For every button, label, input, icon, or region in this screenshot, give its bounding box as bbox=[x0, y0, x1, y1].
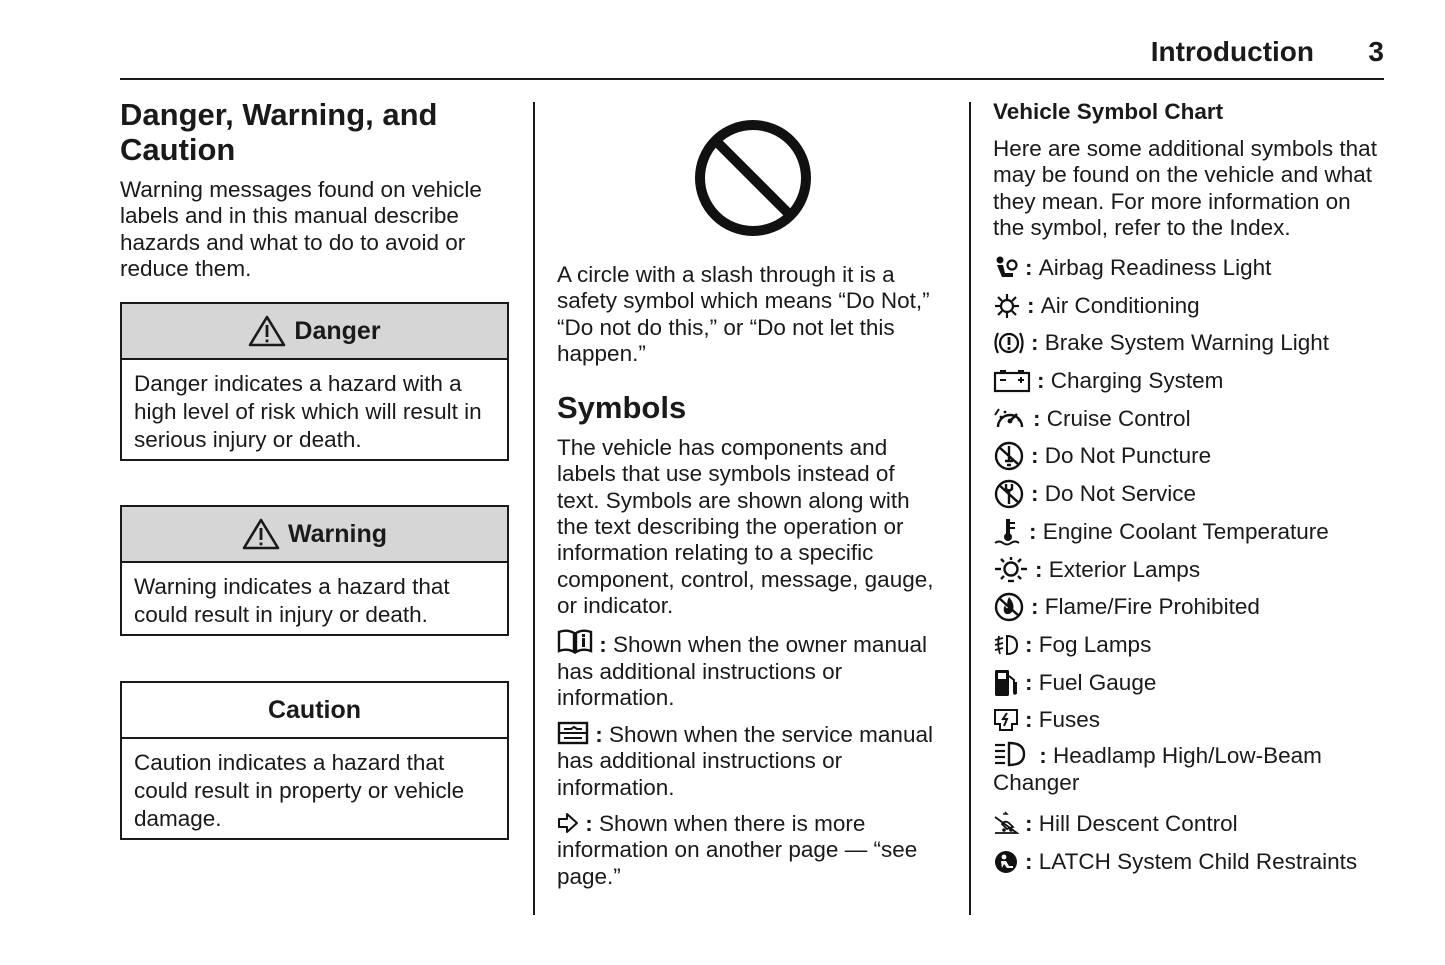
latch-icon bbox=[993, 849, 1019, 875]
see-page-text: Shown when there is more information on another page — “see page.” bbox=[557, 811, 918, 889]
list-item: : Brake System Warning Light bbox=[993, 325, 1385, 363]
caution-box-header bbox=[122, 683, 507, 739]
warning-triangle-icon bbox=[242, 518, 280, 550]
list-item: : Cruise Control bbox=[993, 400, 1385, 438]
list-item: : Do Not Puncture bbox=[993, 438, 1385, 476]
coolant-temperature-icon bbox=[993, 517, 1023, 547]
symbols-paragraph: The vehicle has components and labels that use symbols instead of text. Symbols are shown along with the text describing the operation or information relating to a specific component, control, message, gauge, or indicator. bbox=[557, 435, 934, 618]
column-vehicle-symbol-chart bbox=[993, 98, 1385, 881]
list-item: : Fuses bbox=[993, 701, 1385, 739]
caution-text: Caution indicates a hazard that could result in property or vehicle damage. bbox=[134, 750, 465, 831]
airbag-icon bbox=[993, 255, 1019, 281]
warning-triangle-icon bbox=[248, 315, 286, 347]
cruise-control-icon bbox=[993, 405, 1027, 433]
circle-slash-paragraph: A circle with a slash through it is a safety symbol which means “Do Not,” “Do not do this,” or “Do not let this happen.” bbox=[557, 262, 930, 366]
headlamp-icon bbox=[993, 741, 1027, 767]
brake-warning-icon bbox=[993, 329, 1025, 357]
service-manual-icon bbox=[557, 721, 589, 745]
warning-text: Warning indicates a hazard that could result in injury or death. bbox=[134, 574, 450, 627]
column-symbols bbox=[557, 118, 942, 890]
caution-box bbox=[120, 681, 509, 840]
page-header bbox=[120, 34, 1384, 80]
danger-text: Danger indicates a hazard with a high level of risk which will result in serious injury or death. bbox=[134, 371, 482, 452]
list-item: : Engine Coolant Temperature bbox=[993, 513, 1385, 551]
owner-manual-text: Shown when the owner manual has additional instructions or information. bbox=[557, 632, 927, 710]
fuses-icon bbox=[993, 708, 1019, 732]
intro-paragraph: Warning messages found on vehicle labels and in this manual describe hazards and what to do to avoid or reduce them. bbox=[120, 177, 482, 281]
danger-box bbox=[120, 302, 509, 461]
page-number: 3 bbox=[1368, 36, 1384, 67]
list-item: : Headlamp High/Low-Beam Changer bbox=[993, 743, 1322, 796]
caution-label: Caution bbox=[267, 695, 362, 724]
no-sign-icon bbox=[693, 118, 813, 238]
warning-box bbox=[120, 505, 509, 636]
list-item: : LATCH System Child Restraints bbox=[993, 843, 1385, 881]
air-conditioning-icon bbox=[993, 293, 1021, 319]
warning-label: Warning bbox=[287, 519, 388, 548]
list-item: : Hill Descent Control bbox=[993, 805, 1385, 843]
no-flame-icon bbox=[993, 592, 1025, 622]
list-item: : Flame/Fire Prohibited bbox=[993, 588, 1385, 626]
service-manual-text: Shown when the service manual has additional instructions or information. bbox=[557, 722, 933, 800]
list-item: : Charging System bbox=[993, 362, 1385, 400]
arrow-right-icon bbox=[557, 812, 579, 834]
do-not-puncture-icon bbox=[993, 441, 1025, 471]
column-danger-warning-caution bbox=[120, 97, 512, 282]
fuel-gauge-icon bbox=[993, 668, 1019, 698]
column-divider-1 bbox=[533, 102, 535, 915]
symbol-chart-intro: Here are some additional symbols that may be found on the vehicle and what they mean. For more information on the symbol, refer to the Index. bbox=[993, 136, 1377, 240]
hill-descent-icon bbox=[993, 811, 1019, 837]
section-title: Introduction bbox=[1150, 36, 1314, 67]
heading-symbols: Symbols bbox=[557, 390, 687, 426]
warning-box-header bbox=[122, 507, 507, 563]
list-item: : Airbag Readiness Light bbox=[993, 249, 1385, 287]
danger-label: Danger bbox=[294, 316, 381, 345]
list-item: : Exterior Lamps bbox=[993, 551, 1385, 589]
list-item: : Fuel Gauge bbox=[993, 664, 1385, 702]
list-item: : Air Conditioning bbox=[993, 287, 1385, 325]
do-not-service-icon bbox=[993, 479, 1025, 509]
exterior-lamps-icon bbox=[993, 556, 1029, 584]
symbol-list bbox=[993, 249, 1385, 880]
heading-vehicle-symbol-chart: Vehicle Symbol Chart bbox=[993, 99, 1224, 124]
fog-lamps-icon bbox=[993, 633, 1019, 657]
service-manual-entry: : Shown when the service manual has additional instructions or information. bbox=[557, 722, 933, 800]
column-divider-2 bbox=[969, 102, 971, 915]
owner-manual-book-icon bbox=[557, 629, 593, 655]
list-item: : Fog Lamps bbox=[993, 626, 1385, 664]
owner-manual-entry: : Shown when the owner manual has additional instructions or information. bbox=[557, 629, 942, 711]
list-item: : Do Not Service bbox=[993, 475, 1385, 513]
battery-icon bbox=[993, 369, 1031, 393]
see-page-entry: : Shown when there is more information on another page — “see page.” bbox=[557, 811, 918, 889]
danger-box-header bbox=[122, 304, 507, 360]
heading-danger-warning-caution: Danger, Warning, and Caution bbox=[120, 97, 438, 167]
